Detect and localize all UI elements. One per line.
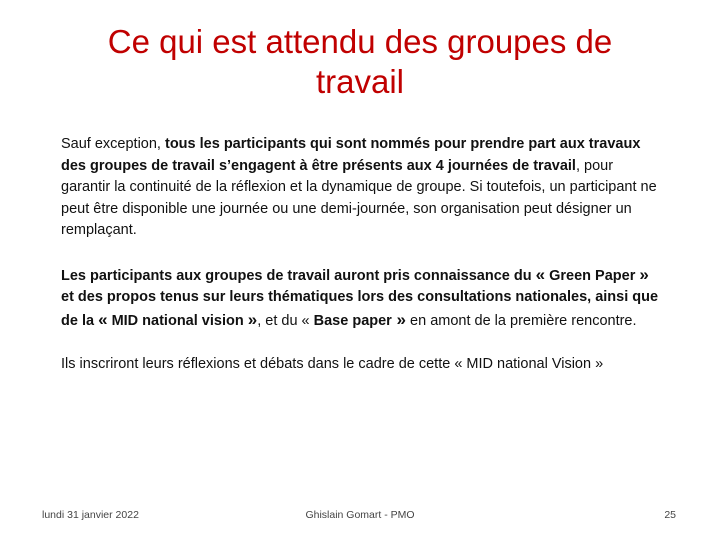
footer-page-number: 25 (664, 509, 676, 521)
p2-quote-close-1: » (639, 264, 649, 284)
title-line-1: Ce qui est attendu des groupes de (107, 23, 613, 60)
p1-text-2: , pour garantir la continuité de la réflexion et la dynamique de groupe. Si toutefois, un participant ne peut être disponible une journée ou une demi-journée, son organisation peut désigner un remplaçant. (61, 157, 657, 238)
p2-bold-2: Green Paper (545, 267, 640, 284)
p2-bold-3: et des propos tenus sur leurs thématiques lors des consultations nationales, ainsi que de la (61, 289, 659, 329)
paragraph-attendance (61, 134, 661, 242)
slide-body (61, 134, 661, 376)
p2-quote-open-1: « (535, 264, 546, 284)
p1-bold-1: tous les participants qui sont nommés pour prendre part aux travaux des groupes de travail s’engagent à être présents aux 4 journées de travail (61, 136, 641, 174)
p2-bold-5: Base paper (313, 312, 392, 329)
slide-title (40, 22, 680, 102)
p2-quote-close-3: » (391, 309, 407, 329)
p2-text-1: , et du « (257, 312, 314, 329)
paragraph-reflection: Ils inscriront leurs réflexions et débats dans le cadre de cette « MID national Vision » (61, 356, 604, 372)
p2-bold-4: MID national vision (107, 312, 248, 329)
p2-text-2: en amont de la première rencontre. (406, 312, 637, 329)
p1-text-1: Sauf exception, (61, 136, 165, 152)
p2-quote-close-2: » (247, 309, 258, 329)
title-line-2: travail (315, 63, 405, 100)
paragraph-preparation (61, 264, 661, 333)
footer-date: lundi 31 janvier 2022 (42, 509, 139, 521)
footer-author: Ghislain Gomart - PMO (305, 509, 415, 521)
p2-quote-open-2: « (98, 309, 108, 329)
p2-bold-1: Les participants aux groupes de travail auront pris connaissance du (61, 267, 536, 284)
